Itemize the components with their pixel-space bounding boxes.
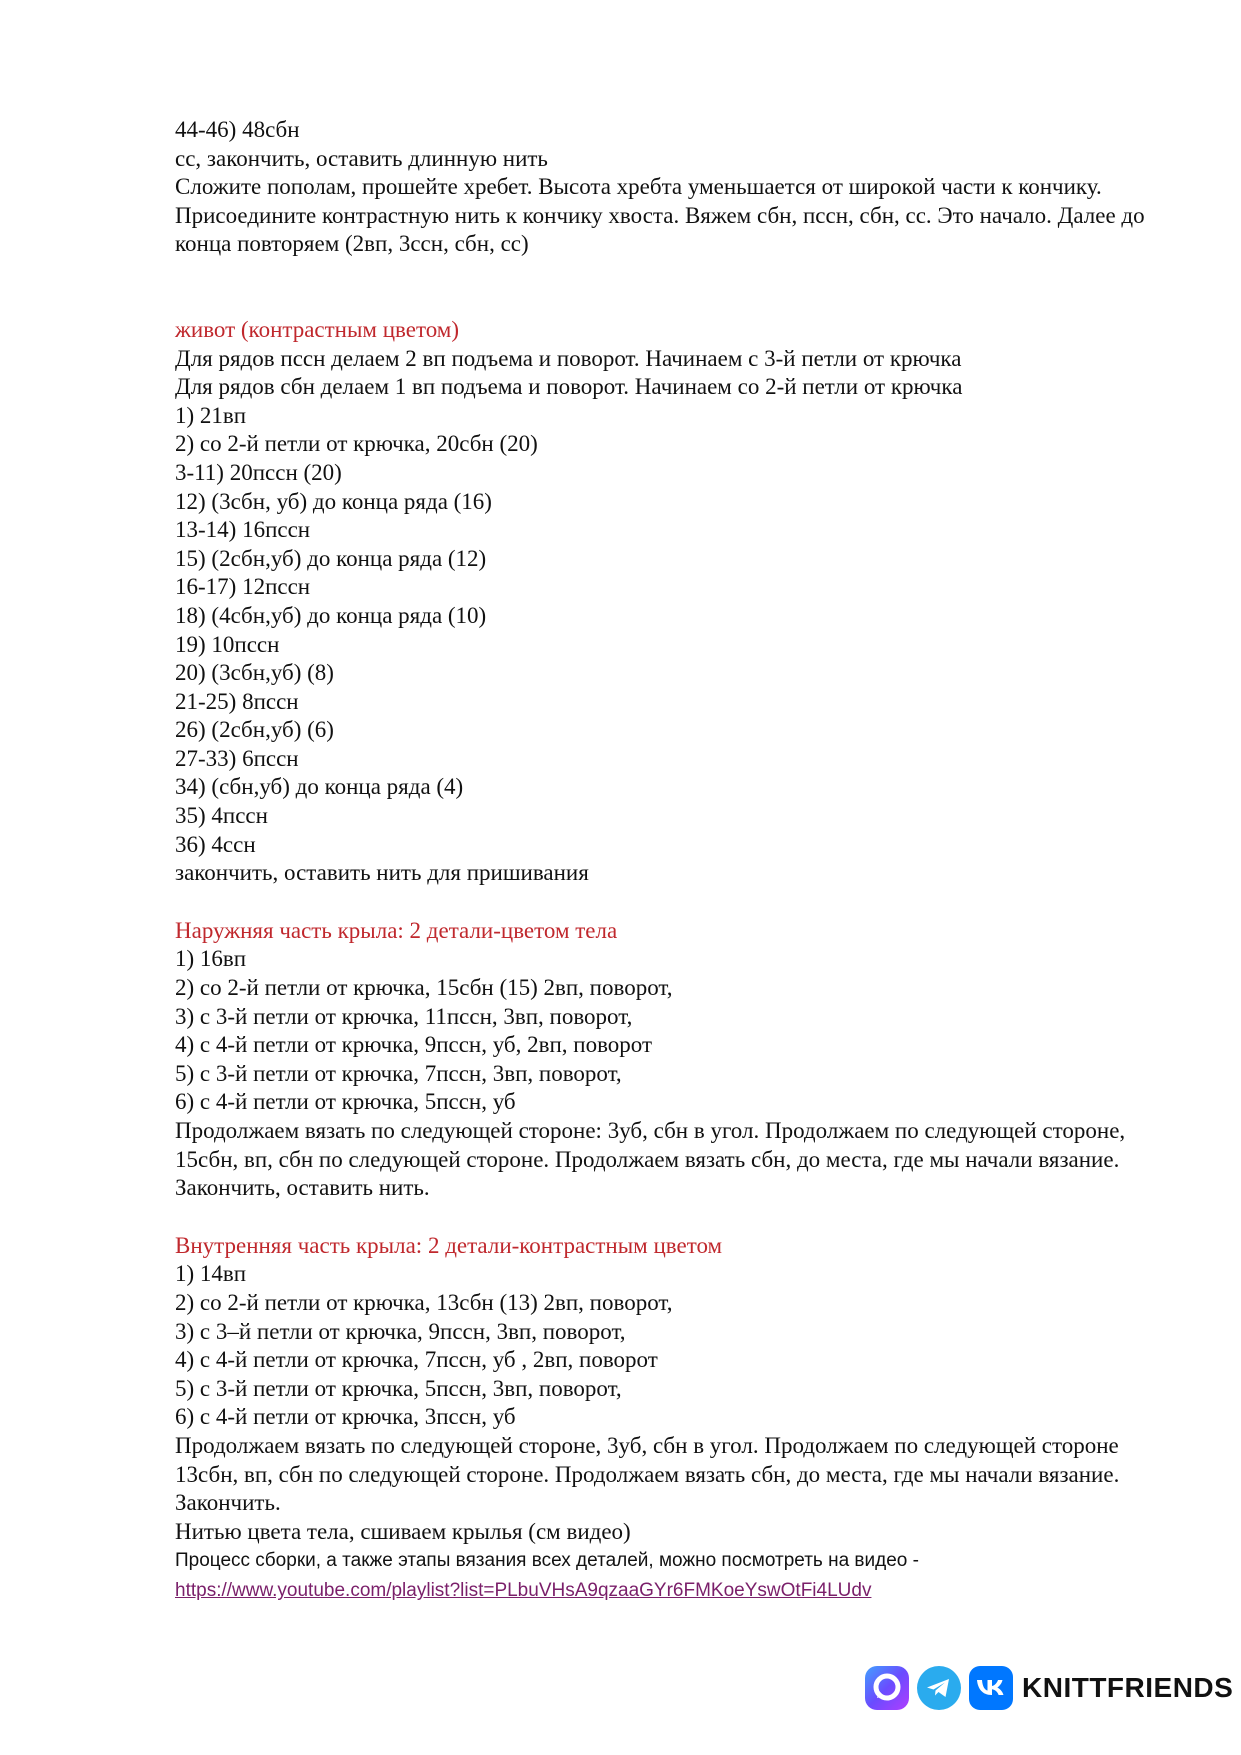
inner-wing-row: 3) с 3–й петли от крючка, 9пссн, 3вп, поворот,: [175, 1318, 626, 1344]
belly-row: 26) (2сбн,уб) (6): [175, 717, 334, 743]
outer-wing-row: 6) с 4-й петли от крючка, 5пссн, уб: [175, 1089, 516, 1115]
document-body: [175, 116, 1175, 1606]
belly-row: 27-33) 6пссн: [175, 745, 299, 771]
outer-wing-row: 1) 16вп: [175, 946, 247, 972]
intro-paragraph: Сложите пополам, прошейте хребет. Высота хребта уменьшается от широкой части к кончику. Присоедините контрастную нить к кончику хвоста. Вяжем сбн, пссн, сбн, сс. Это начало. Далее до конца повторяем (2вп, 3ссн, сбн, сс): [175, 174, 1145, 257]
belly-row: 3-11) 20пссн (20): [175, 459, 342, 485]
outer-wing-paragraph: Продолжаем вязать по следующей стороне: 3уб, сбн в угол. Продолжаем по следующей стороне, 15сбн, вп, сбн по следующей стороне. Продолжаем вязать сбн, до места, где мы начали вязание. Закончить, оставить нить.: [175, 1118, 1126, 1201]
belly-row: 21-25) 8пссн: [175, 688, 299, 714]
video-note: Процесс сборки, а также этапы вязания всех деталей, можно посмотреть на видео -: [175, 1550, 919, 1572]
spacer: [175, 888, 1175, 917]
intro-line: 44-46) 48сбн: [175, 117, 300, 142]
belly-row: 20) (3сбн,уб) (8): [175, 660, 334, 686]
spacer: [175, 259, 1175, 316]
inner-wing-row: 5) с 3-й петли от крючка, 5пссн, 3вп, поворот,: [175, 1375, 622, 1401]
intro-line: сс, закончить, оставить длинную нить: [175, 145, 548, 171]
inner-wing-row: 1) 14вп: [175, 1261, 247, 1287]
inner-wing-heading: Внутренняя часть крыла: 2 детали-контрастным цветом: [175, 1232, 723, 1258]
inner-wing-row: 6) с 4-й петли от крючка, 3пссн, уб: [175, 1404, 516, 1430]
outer-wing-row: 5) с 3-й петли от крючка, 7пссн, 3вп, поворот,: [175, 1060, 622, 1086]
belly-row: 35) 4пссн: [175, 803, 268, 829]
outer-wing-row: 2) со 2-й петли от крючка, 15сбн (15) 2вп, поворот,: [175, 975, 673, 1001]
belly-row: 19) 10пссн: [175, 631, 280, 657]
belly-row: 12) (3сбн, уб) до конца ряда (16): [175, 488, 492, 514]
belly-row: 13-14) 16пссн: [175, 517, 311, 543]
inner-wing-row: 2) со 2-й петли от крючка, 13сбн (13) 2вп, поворот,: [175, 1289, 673, 1315]
belly-row: 2) со 2-й петли от крючка, 20сбн (20): [175, 431, 538, 457]
belly-row: 15) (2сбн,уб) до конца ряда (12): [175, 545, 487, 571]
belly-note: Для рядов сбн делаем 1 вп подъема и поворот. Начинаем со 2-й петли от крючка: [175, 374, 963, 400]
inner-wing-row: 4) с 4-й петли от крючка, 7пссн, уб , 2вп, поворот: [175, 1347, 658, 1373]
belly-row: 36) 4ссн: [175, 831, 256, 857]
spacer: [175, 1203, 1175, 1232]
outer-wing-row: 3) с 3-й петли от крючка, 11пссн, 3вп, поворот,: [175, 1003, 633, 1029]
belly-note: Для рядов пссн делаем 2 вп подъема и поворот. Начинаем с 3-й петли от крючка: [175, 345, 962, 371]
inner-wing-paragraph: Продолжаем вязать по следующей стороне, 3уб, сбн в угол. Продолжаем по следующей стороне 13сбн, вп, сбн по следующей стороне. Продолжаем вязать сбн, до места, где мы начали вязание. Закончить.: [175, 1432, 1120, 1516]
telegram-icon[interactable]: [916, 1665, 962, 1711]
belly-row: 16-17) 12пссн: [175, 574, 311, 600]
max-messenger-icon[interactable]: [864, 1665, 910, 1711]
belly-row: 34) (сбн,уб) до конца ряда (4): [175, 774, 464, 800]
belly-row: закончить, оставить нить для пришивания: [175, 860, 589, 886]
outer-wing-row: 4) с 4-й петли от крючка, 9пссн, уб, 2вп, поворот: [175, 1032, 653, 1058]
assembly-line: Нитью цвета тела, сшиваем крылья (см видео): [175, 1518, 631, 1544]
brand-name: KNITTFRIENDS: [1022, 1672, 1234, 1703]
belly-heading: живот (контрастным цветом): [175, 316, 460, 342]
outer-wing-heading: Наружняя часть крыла: 2 детали-цветом тела: [175, 917, 618, 943]
video-link[interactable]: https://www.youtube.com/playlist?list=PLbuVHsA9qzaaGYr6FMKoeYswOtFi4LUdv: [175, 1580, 872, 1602]
brand-footer: [864, 1664, 1233, 1712]
vk-icon[interactable]: [968, 1665, 1014, 1711]
belly-row: 1) 21вп: [175, 402, 247, 428]
belly-row: 18) (4сбн,уб) до конца ряда (10): [175, 602, 487, 628]
